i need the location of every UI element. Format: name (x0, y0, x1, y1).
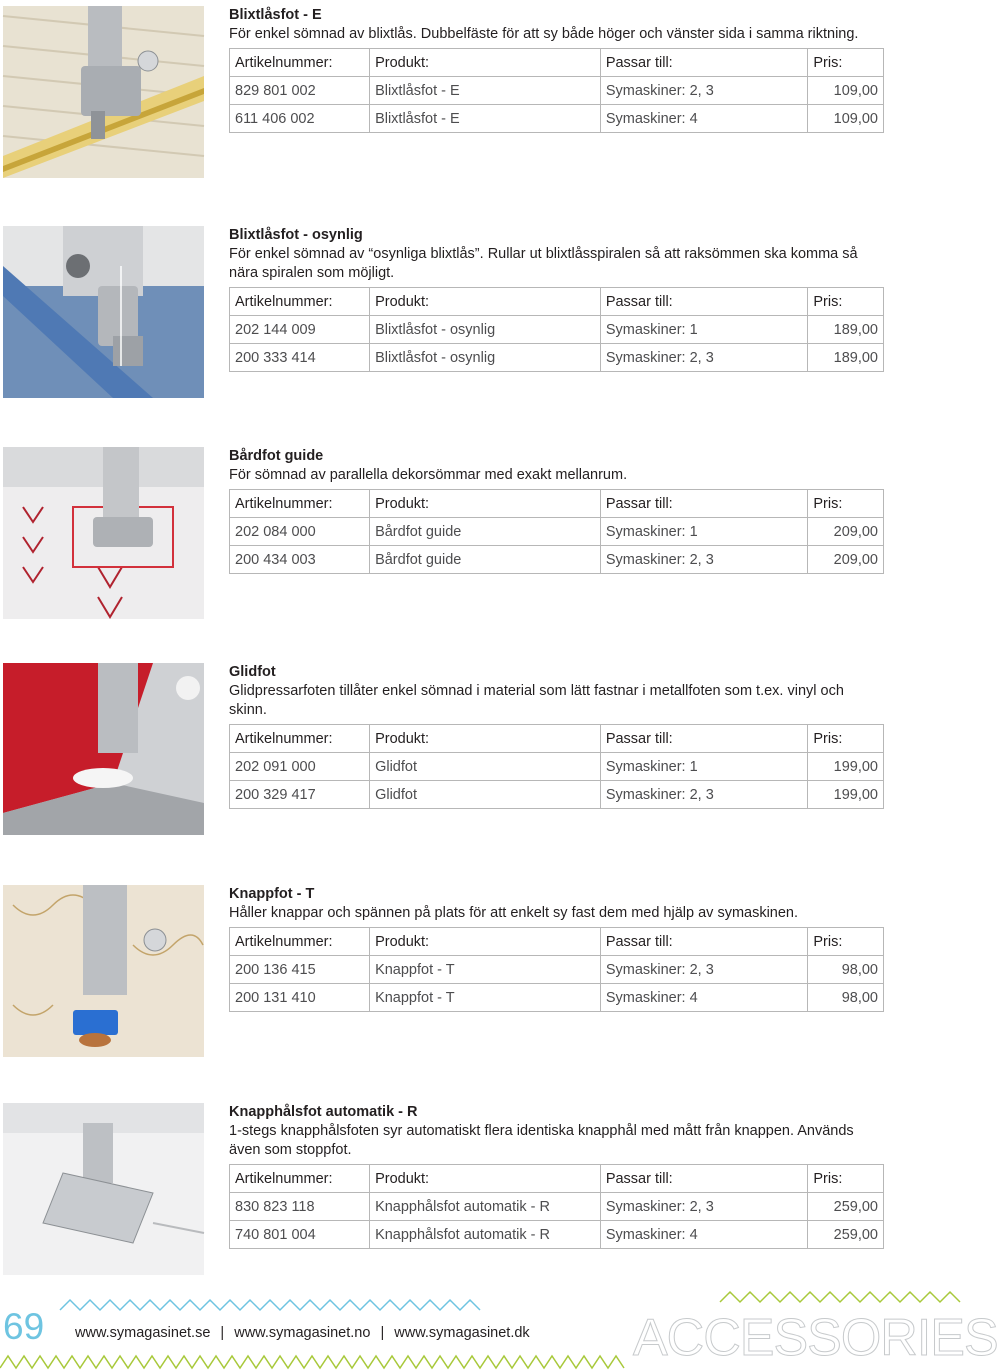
separator: | (220, 1325, 225, 1341)
table-row (230, 546, 884, 574)
product-info (229, 885, 885, 1012)
header-fits: Passar till: (600, 288, 808, 316)
product-cell: Blixtlåsfot - osynlig (370, 344, 601, 372)
price-cell: 209,00 (808, 518, 884, 546)
header-article-number: Artikelnummer: (230, 288, 370, 316)
header-product: Produkt: (370, 49, 601, 77)
article-number-cell: 200 333 414 (230, 344, 370, 372)
price-cell: 109,00 (808, 105, 884, 133)
table-header-row (230, 1165, 884, 1193)
product-info (229, 1103, 885, 1249)
product-title: Blixtlåsfot - osynlig (229, 227, 363, 243)
product-cell: Knapphålsfot automatik - R (370, 1221, 601, 1249)
price-cell: 189,00 (808, 344, 884, 372)
product-photo-border-guide-foot (3, 447, 204, 619)
fits-cell: Symaskiner: 2, 3 (600, 546, 808, 574)
product-table (229, 927, 884, 1012)
product-info (229, 447, 885, 574)
header-price: Pris: (808, 490, 884, 518)
header-price: Pris: (808, 49, 884, 77)
product-table (229, 489, 884, 574)
header-product: Produkt: (370, 725, 601, 753)
article-number-cell: 611 406 002 (230, 105, 370, 133)
product-info (229, 226, 885, 372)
header-article-number: Artikelnummer: (230, 490, 370, 518)
article-number-cell: 740 801 004 (230, 1221, 370, 1249)
header-article-number: Artikelnummer: (230, 928, 370, 956)
article-number-cell: 200 434 003 (230, 546, 370, 574)
fits-cell: Symaskiner: 4 (600, 1221, 808, 1249)
price-cell: 189,00 (808, 316, 884, 344)
product-title: Bårdfot guide (229, 448, 324, 464)
table-row (230, 956, 884, 984)
table-row (230, 518, 884, 546)
table-row (230, 1193, 884, 1221)
table-header-row (230, 725, 884, 753)
header-price: Pris: (808, 288, 884, 316)
price-cell: 209,00 (808, 546, 884, 574)
product-description: 1-stegs knapphålsfoten syr automatiskt flera identiska knapphål med mått från knappen. Används även som stoppfot. (229, 1123, 854, 1158)
fits-cell: Symaskiner: 2, 3 (600, 781, 808, 809)
product-description: För sömnad av parallella dekorsömmar med exakt mellanrum. (229, 467, 628, 483)
price-cell: 199,00 (808, 753, 884, 781)
header-product: Produkt: (370, 1165, 601, 1193)
website-link-dk[interactable]: www.symagasinet.dk (394, 1325, 530, 1341)
product-cell: Knappfot - T (370, 956, 601, 984)
article-number-cell: 202 144 009 (230, 316, 370, 344)
product-cell: Blixtlåsfot - osynlig (370, 316, 601, 344)
article-number-cell: 829 801 002 (230, 77, 370, 105)
header-price: Pris: (808, 928, 884, 956)
product-cell: Glidfot (370, 781, 601, 809)
product-table (229, 724, 884, 809)
product-photo-glide-foot (3, 663, 204, 835)
product-description: Glidpressarfoten tillåter enkel sömnad i material som lätt fastnar i metallfoten som t.ex. vinyl och skinn. (229, 683, 844, 718)
price-cell: 98,00 (808, 984, 884, 1012)
product-photo-buttonhole-foot (3, 1103, 204, 1275)
article-number-cell: 202 091 000 (230, 753, 370, 781)
product-title: Glidfot (229, 664, 276, 680)
product-cell: Bårdfot guide (370, 518, 601, 546)
header-fits: Passar till: (600, 49, 808, 77)
product-table (229, 48, 884, 133)
fits-cell: Symaskiner: 4 (600, 105, 808, 133)
header-fits: Passar till: (600, 928, 808, 956)
table-row (230, 984, 884, 1012)
price-cell: 199,00 (808, 781, 884, 809)
header-fits: Passar till: (600, 1165, 808, 1193)
header-article-number: Artikelnummer: (230, 725, 370, 753)
website-links (75, 1325, 530, 1341)
table-header-row (230, 288, 884, 316)
article-number-cell: 200 131 410 (230, 984, 370, 1012)
header-article-number: Artikelnummer: (230, 49, 370, 77)
product-table (229, 1164, 884, 1249)
product-description: För enkel sömnad av “osynliga blixtlås”. Rullar ut blixtlåsspiralen så att raksömmen ska komma så nära spiralen som möjligt. (229, 246, 858, 281)
page-footer (0, 1288, 998, 1370)
table-row (230, 344, 884, 372)
table-row (230, 316, 884, 344)
website-link-no[interactable]: www.symagasinet.no (234, 1325, 371, 1341)
price-cell: 98,00 (808, 956, 884, 984)
product-description: Håller knappar och spännen på plats för att enkelt sy fast dem med hjälp av symaskinen. (229, 905, 799, 921)
fits-cell: Symaskiner: 1 (600, 753, 808, 781)
header-product: Produkt: (370, 490, 601, 518)
product-cell: Knapphålsfot automatik - R (370, 1193, 601, 1221)
product-photo-zipper-foot-e (3, 6, 204, 178)
product-cell: Glidfot (370, 753, 601, 781)
price-cell: 109,00 (808, 77, 884, 105)
fits-cell: Symaskiner: 2, 3 (600, 1193, 808, 1221)
table-header-row (230, 49, 884, 77)
table-row (230, 753, 884, 781)
fits-cell: Symaskiner: 1 (600, 316, 808, 344)
product-title: Blixtlåsfot - E (229, 7, 322, 23)
header-article-number: Artikelnummer: (230, 1165, 370, 1193)
article-number-cell: 200 136 415 (230, 956, 370, 984)
fits-cell: Symaskiner: 1 (600, 518, 808, 546)
header-fits: Passar till: (600, 725, 808, 753)
table-row (230, 1221, 884, 1249)
separator: | (380, 1325, 385, 1341)
table-row (230, 105, 884, 133)
product-photo-button-foot (3, 885, 204, 1057)
product-photo-invisible-zipper-foot (3, 226, 204, 398)
product-title: Knappfot - T (229, 886, 315, 902)
article-number-cell: 830 823 118 (230, 1193, 370, 1221)
product-title: Knapphålsfot automatik - R (229, 1104, 418, 1120)
product-table (229, 287, 884, 372)
table-header-row (230, 490, 884, 518)
product-cell: Blixtlåsfot - E (370, 105, 601, 133)
fits-cell: Symaskiner: 2, 3 (600, 77, 808, 105)
page-number: 69 (3, 1306, 45, 1347)
product-cell: Blixtlåsfot - E (370, 77, 601, 105)
header-fits: Passar till: (600, 490, 808, 518)
price-cell: 259,00 (808, 1221, 884, 1249)
header-product: Produkt: (370, 928, 601, 956)
product-info (229, 6, 885, 133)
header-product: Produkt: (370, 288, 601, 316)
fits-cell: Symaskiner: 2, 3 (600, 344, 808, 372)
header-price: Pris: (808, 725, 884, 753)
header-price: Pris: (808, 1165, 884, 1193)
table-header-row (230, 928, 884, 956)
product-cell: Knappfot - T (370, 984, 601, 1012)
product-description: För enkel sömnad av blixtlås. Dubbelfäste för att sy både höger och vänster sida i samma riktning. (229, 26, 859, 42)
website-link-se[interactable]: www.symagasinet.se (75, 1325, 211, 1341)
section-label: ACCESSORIES (633, 1309, 998, 1367)
product-cell: Bårdfot guide (370, 546, 601, 574)
article-number-cell: 200 329 417 (230, 781, 370, 809)
fits-cell: Symaskiner: 2, 3 (600, 956, 808, 984)
table-row (230, 77, 884, 105)
table-row (230, 781, 884, 809)
article-number-cell: 202 084 000 (230, 518, 370, 546)
fits-cell: Symaskiner: 4 (600, 984, 808, 1012)
price-cell: 259,00 (808, 1193, 884, 1221)
product-info (229, 663, 885, 809)
